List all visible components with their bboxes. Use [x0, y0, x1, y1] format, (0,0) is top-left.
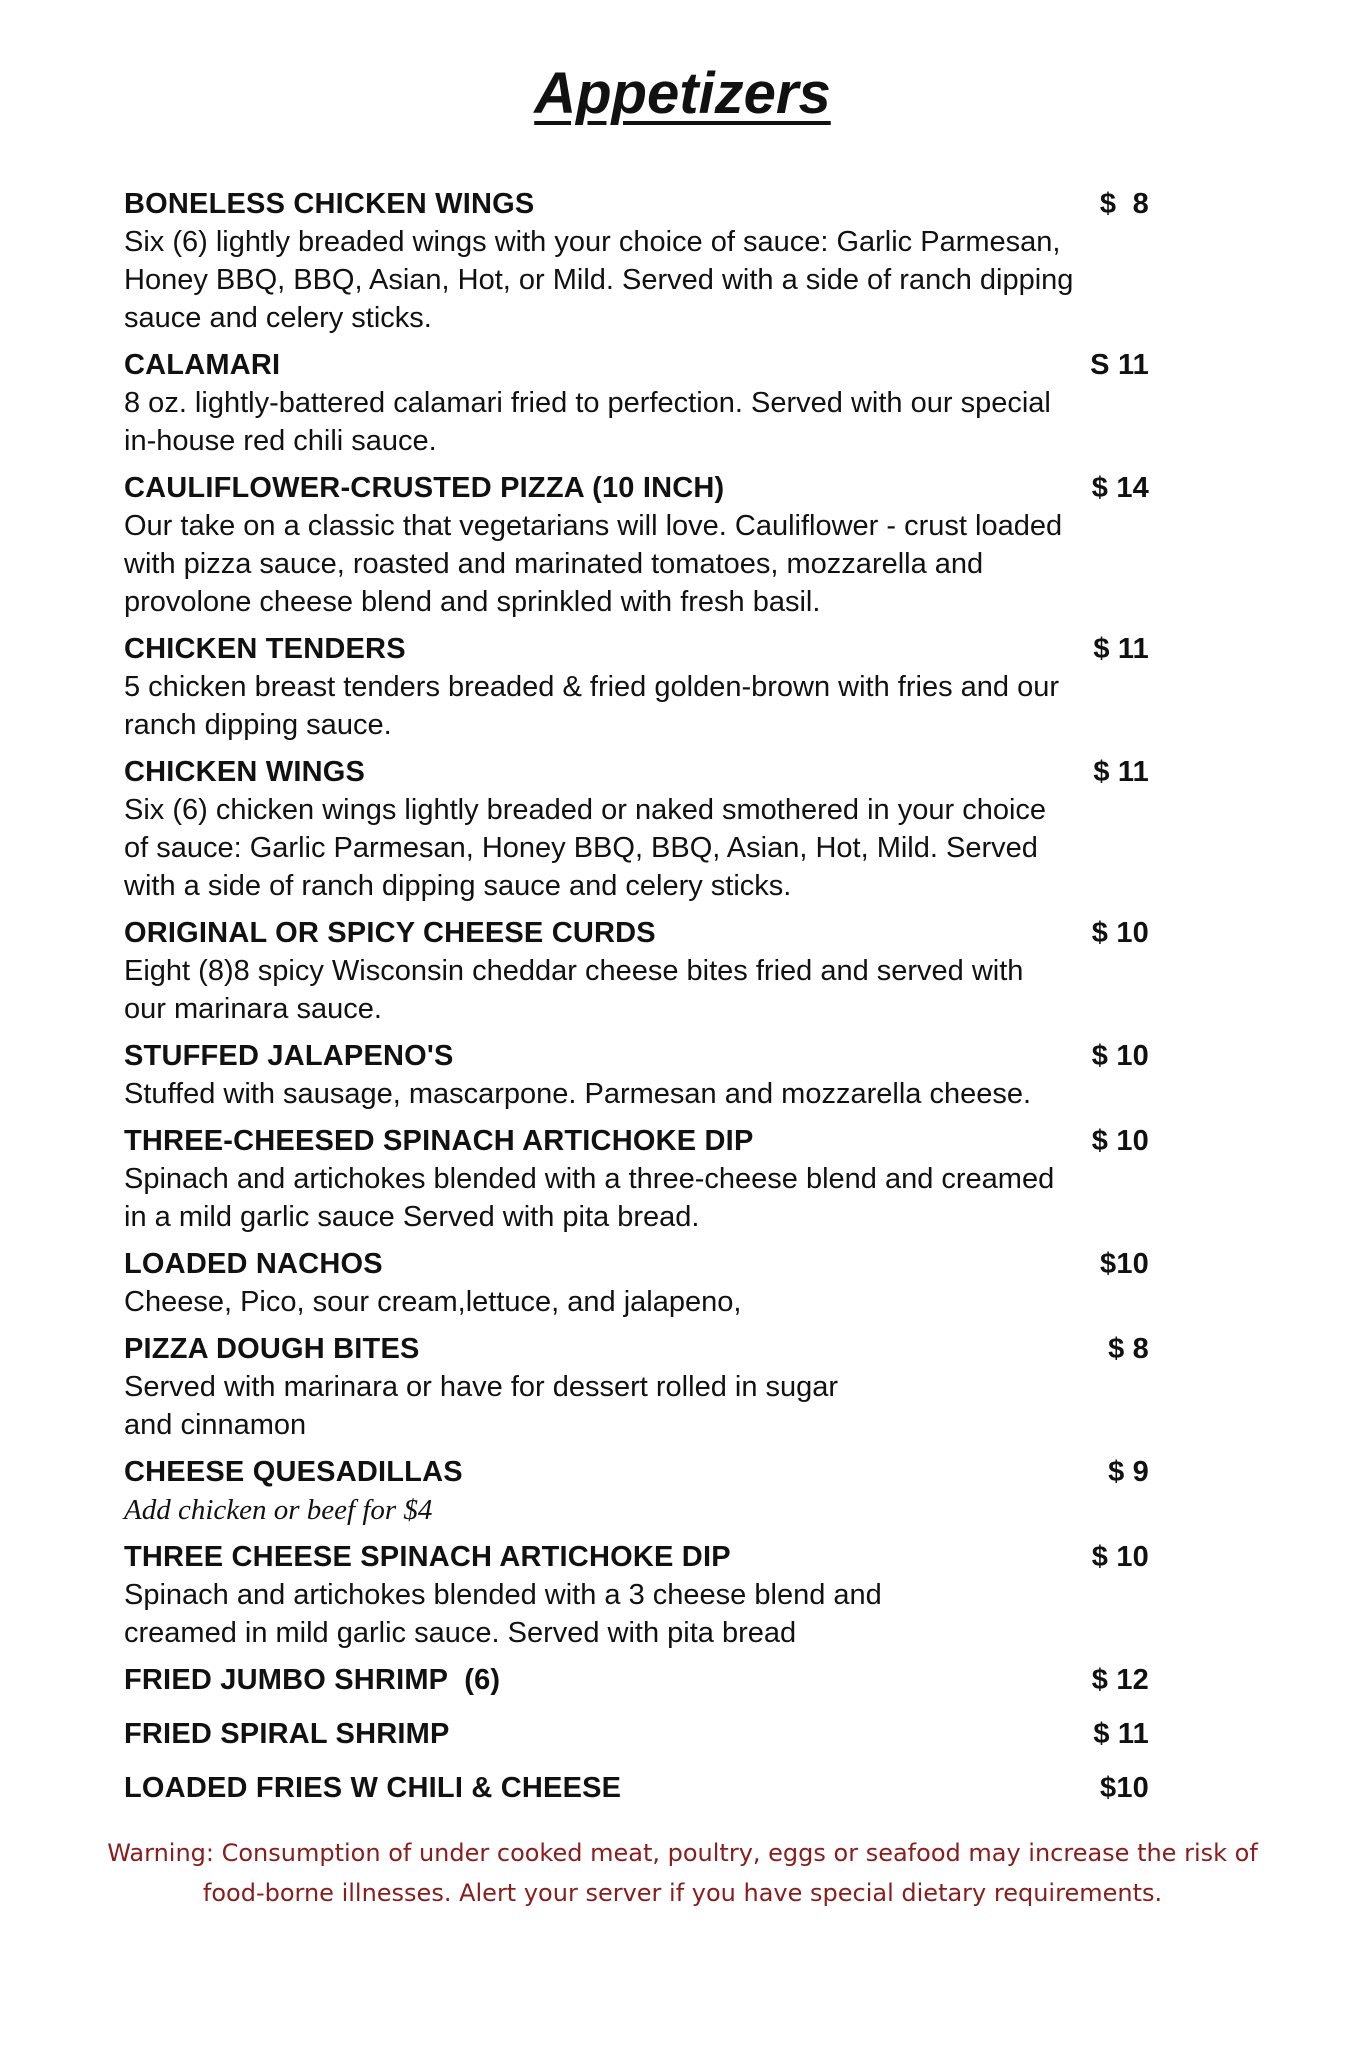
item-description: Cheese, Pico, sour cream,lettuce, and jalapeno, — [124, 1286, 742, 1318]
item-price: $ 14 — [1091, 472, 1149, 504]
item-description: 5 chicken breast tenders breaded & fried golden-brown with fries and our ranch dipping sauce. — [124, 671, 1059, 741]
item-name: ORIGINAL OR SPICY CHEESE CURDS — [124, 917, 656, 949]
item-description: 8 oz. lightly-battered calamari fried to perfection. Served with our special in-house red chili sauce. — [124, 387, 1051, 457]
menu-item-pizza-dough-bites — [124, 1331, 1149, 1444]
item-price: $ 11 — [1093, 1718, 1149, 1750]
item-price: $ 11 — [1093, 633, 1149, 665]
item-price: $ 10 — [1091, 1125, 1149, 1157]
item-price: $10 — [1100, 1772, 1149, 1804]
item-name: FRIED SPIRAL SHRIMP — [124, 1718, 450, 1750]
warning-line-2: food-borne illnesses. Alert your server if you have special dietary requirements. — [202, 1879, 1163, 1907]
item-description: Stuffed with sausage, mascarpone. Parmesan and mozzarella cheese. — [124, 1078, 1032, 1110]
menu-item-chicken-wings — [124, 754, 1149, 905]
item-description: Our take on a classic that vegetarians will love. Cauliflower - crust loaded with pizza sauce, roasted and marinated tomatoes, mozzarella and provolone cheese blend and sprinkled with fresh basil. — [124, 510, 1063, 618]
item-name: FRIED JUMBO SHRIMP (6) — [124, 1664, 501, 1696]
item-description: Six (6) chicken wings lightly breaded or naked smothered in your choice of sauce: Garlic Parmesan, Honey BBQ, BBQ, Asian, Hot, Mild. Served with a side of ranch dipping sauce and celery sticks. — [124, 794, 1047, 902]
menu-item-stuffed-jalapenos — [124, 1038, 1149, 1113]
item-price: $ 8 — [1099, 188, 1149, 220]
item-name: THREE CHEESE SPINACH ARTICHOKE DIP — [124, 1541, 731, 1573]
item-name: LOADED NACHOS — [124, 1248, 383, 1280]
item-price: $ 8 — [1108, 1333, 1149, 1365]
item-name: CAULIFLOWER-CRUSTED PIZZA (10 INCH) — [124, 472, 725, 504]
item-description: Served with marinara or have for dessert rolled in sugar and cinnamon — [124, 1371, 839, 1441]
item-description: Spinach and artichokes blended with a three-cheese blend and creamed in a mild garlic sauce Served with pita bread. — [124, 1163, 1055, 1233]
menu-item-fried-jumbo-shrimp — [124, 1662, 1149, 1699]
warning-line-1: Warning: Consumption of under cooked meat, poultry, eggs or seafood may increase the risk of — [107, 1839, 1258, 1867]
item-name: LOADED FRIES W CHILI & CHEESE — [124, 1772, 622, 1804]
menu-item-loaded-fries — [124, 1770, 1149, 1807]
menu-item-three-cheesed-spinach-dip — [124, 1123, 1149, 1236]
menu-item-loaded-nachos — [124, 1246, 1149, 1321]
item-name: STUFFED JALAPENO'S — [124, 1040, 454, 1072]
item-price: S 11 — [1090, 349, 1149, 381]
food-safety-warning — [90, 1833, 1275, 1913]
page-title-text: Appetizers — [534, 61, 831, 126]
item-name: BONELESS CHICKEN WINGS — [124, 188, 535, 220]
item-name: CALAMARI — [124, 349, 281, 381]
page-title — [0, 60, 1365, 127]
menu-item-cheese-quesadillas — [124, 1454, 1149, 1529]
item-name: CHEESE QUESADILLAS — [124, 1456, 463, 1488]
menu-item-calamari — [124, 347, 1149, 460]
item-description: Six (6) lightly breaded wings with your choice of sauce: Garlic Parmesan, Honey BBQ, BBQ, Asian, Hot, or Mild. Served with a side of ranch dipping sauce and celery sticks. — [124, 226, 1074, 334]
item-name: PIZZA DOUGH BITES — [124, 1333, 420, 1365]
item-name: CHICKEN WINGS — [124, 756, 366, 788]
item-note: Add chicken or beef for $4 — [124, 1494, 433, 1526]
item-price: $ 10 — [1091, 1541, 1149, 1573]
item-description: Eight (8)8 spicy Wisconsin cheddar cheese bites fried and served with our marinara sauce. — [124, 955, 1024, 1025]
item-name: THREE-CHEESED SPINACH ARTICHOKE DIP — [124, 1125, 754, 1157]
menu-item-cheese-curds — [124, 915, 1149, 1028]
menu-item-boneless-chicken-wings — [124, 186, 1149, 337]
menu-item-cauliflower-pizza — [124, 470, 1149, 621]
item-description: Spinach and artichokes blended with a 3 cheese blend and creamed in mild garlic sauce. Served with pita bread — [124, 1579, 882, 1649]
menu-item-three-cheese-spinach-dip — [124, 1539, 1149, 1652]
item-price: $ 10 — [1091, 1040, 1149, 1072]
menu-item-fried-spiral-shrimp — [124, 1716, 1149, 1753]
menu-item-chicken-tenders — [124, 631, 1149, 744]
item-price: $ 12 — [1091, 1664, 1149, 1696]
menu-list — [124, 186, 1149, 1824]
item-price: $ 11 — [1093, 756, 1149, 788]
item-price: $10 — [1100, 1248, 1149, 1280]
item-price: $ 10 — [1091, 917, 1149, 949]
item-price: $ 9 — [1108, 1456, 1149, 1488]
item-name: CHICKEN TENDERS — [124, 633, 406, 665]
